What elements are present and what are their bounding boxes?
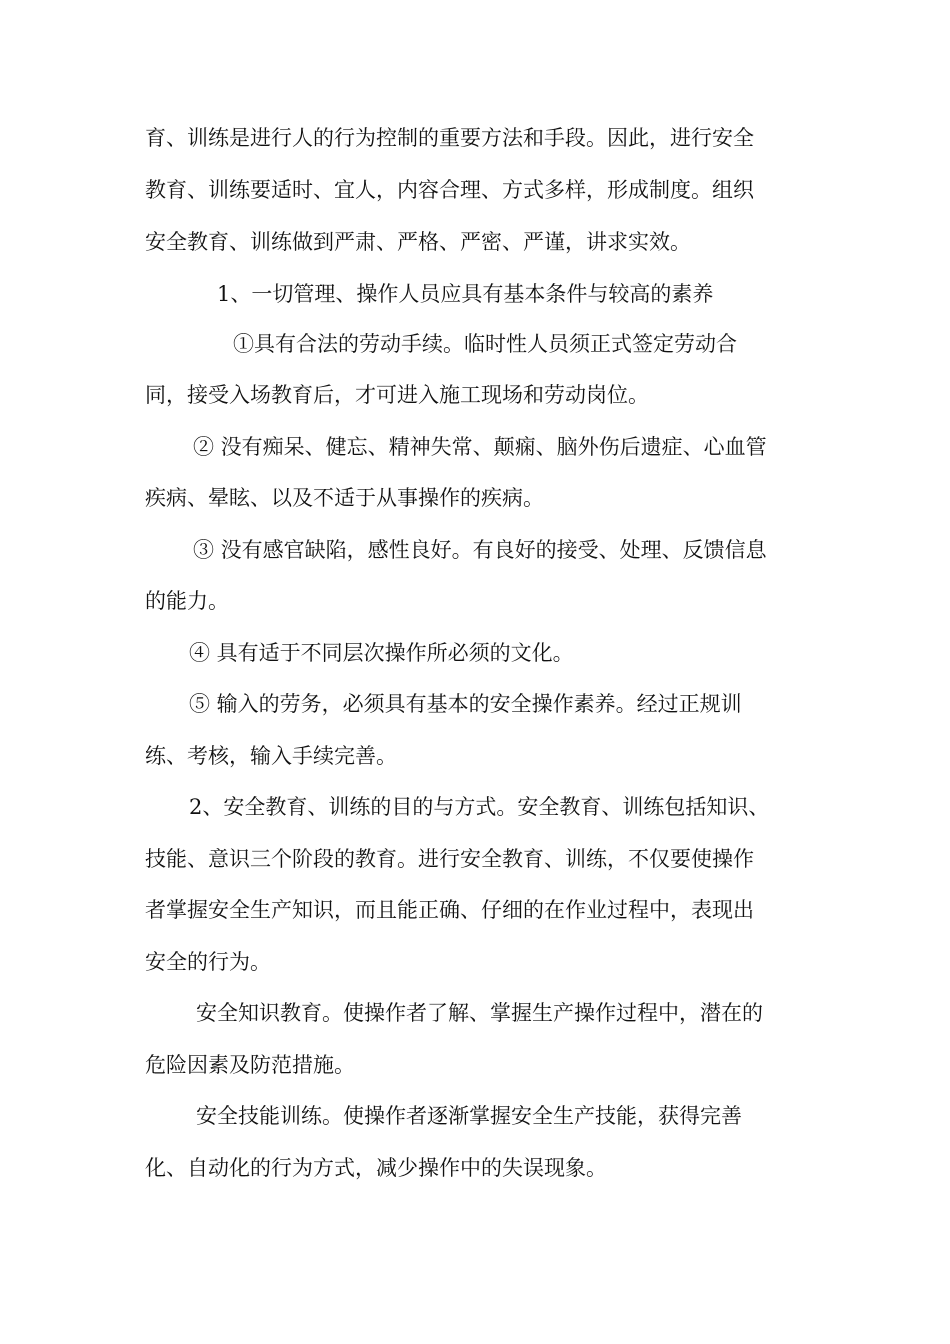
text-line: 练、考核，输入手续完善。: [145, 744, 397, 768]
text-line: 安全教育、训练做到严肃、严格、严密、严谨，讲求实效。: [145, 230, 691, 254]
text-line: 危险因素及防范措施。: [145, 1053, 355, 1077]
text-line: 安全知识教育。使操作者了解、掌握生产操作过程中，潜在的: [196, 1001, 763, 1025]
text-line: 技能、意识三个阶段的教育。进行安全教育、训练，不仅要使操作: [145, 847, 754, 871]
text-line: 2、安全教育、训练的目的与方式。安全教育、训练包括知识、: [189, 795, 770, 819]
text-line: 安全技能训练。使操作者逐渐掌握安全生产技能，获得完善: [196, 1104, 742, 1128]
text-line: 教育、训练要适时、宜人，内容合理、方式多样，形成制度。组织: [145, 178, 754, 202]
text-line: 同，接受入场教育后，才可进入施工现场和劳动岗位。: [145, 383, 649, 407]
text-line: 安全的行为。: [145, 950, 271, 974]
text-line: ①具有合法的劳动手续。临时性人员须正式签定劳动合: [233, 332, 737, 356]
text-line: ④ 具有适于不同层次操作所必须的文化。: [189, 641, 574, 665]
text-line: 的能力。: [145, 589, 229, 613]
text-line: 育、训练是进行人的行为控制的重要方法和手段。因此，进行安全: [145, 126, 754, 150]
text-line: ② 没有痴呆、健忘、精神失常、颠痫、脑外伤后遗症、心血管: [193, 435, 767, 459]
text-line: ③ 没有感官缺陷，感性良好。有良好的接受、处理、反馈信息: [193, 538, 767, 562]
text-line: 疾病、晕眩、以及不适于从事操作的疾病。: [145, 486, 544, 510]
text-line: 化、自动化的行为方式，减少操作中的失误现象。: [145, 1156, 607, 1180]
text-line: 1、一切管理、操作人员应具有基本条件与较高的素养: [217, 282, 714, 306]
text-line: ⑤ 输入的劳务，必须具有基本的安全操作素养。经过正规训: [189, 692, 742, 716]
text-line: 者掌握安全生产知识，而且能正确、仔细的在作业过程中，表现出: [145, 898, 754, 922]
